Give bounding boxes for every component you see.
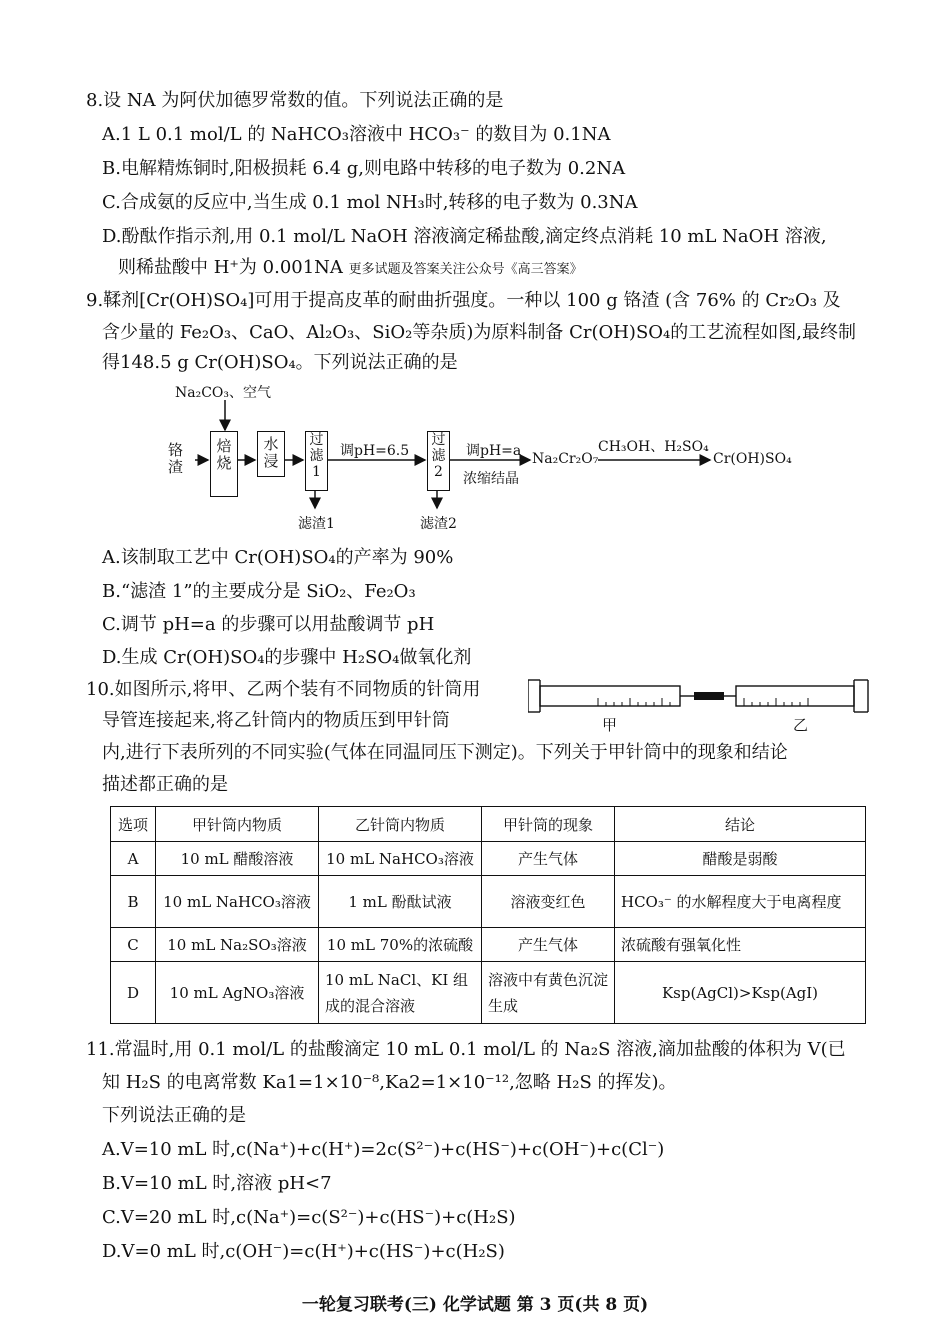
q9-option-d: D.生成 Cr(OH)SO₄的步骤中 H₂SO₄做氧化剂: [102, 647, 472, 668]
table-cell: D: [111, 962, 156, 1024]
q10-stem-line3: 内,进行下表所列的不同实验(气体在同温同压下测定)。下列关于甲针筒中的现象和结论: [102, 742, 788, 763]
q11-option-d: D.V=0 mL 时,c(OH⁻)=c(H⁺)+c(HS⁻)+c(H₂S): [102, 1241, 505, 1262]
table-cell: 产生气体: [482, 928, 615, 962]
table-cell: A: [111, 842, 156, 876]
q9-option-c: C.调节 pH=a 的步骤可以用盐酸调节 pH: [102, 614, 435, 635]
concentrate-label: 浓缩结晶: [463, 471, 519, 487]
table-header: 甲针筒的现象: [482, 807, 615, 842]
q8-option-d-text: 则稀盐酸中 H⁺为 0.001NA: [118, 257, 343, 278]
table-cell: 溶液中有黄色沉淀生成: [482, 962, 615, 1024]
step-filter2-box: 过滤2: [427, 431, 450, 491]
q11-option-a: A.V=10 mL 时,c(Na⁺)+c(H⁺)=2c(S²⁻)+c(HS⁻)+c(OH⁻)+c(Cl⁻): [102, 1139, 665, 1160]
table-cell: HCO₃⁻ 的水解程度大于电离程度: [615, 876, 866, 928]
q8-option-d-line2: [118, 255, 583, 283]
step-leach-box: 水浸: [257, 431, 285, 477]
reagent2-label: CH₃OH、H₂SO₄: [598, 439, 709, 455]
q8-option-c: C.合成氨的反应中,当生成 0.1 mol NH₃时,转移的电子数为 0.3NA: [102, 192, 638, 213]
table-header: 乙针筒内物质: [319, 807, 482, 842]
table-cell: 10 mL NaCl、KI 组成的混合溶液: [319, 962, 482, 1024]
experiment-table: [110, 806, 866, 1024]
q8-option-b: B.电解精炼铜时,阳极损耗 6.4 g,则电路中转移的电子数为 0.2NA: [102, 158, 626, 179]
q10-stem-line1: 10.如图所示,将甲、乙两个装有不同物质的针筒用: [86, 679, 481, 700]
table-row: [111, 962, 866, 1024]
table-cell: 10 mL NaHCO₃溶液: [156, 876, 319, 928]
table-cell: B: [111, 876, 156, 928]
watermark-text: 更多试题及答案关注公众号《高三答案》: [348, 262, 583, 277]
ph1-label: 调pH=6.5: [340, 443, 410, 459]
table-cell: C: [111, 928, 156, 962]
residue2-label: 滤渣2: [420, 516, 457, 532]
q8-option-a: A.1 L 0.1 mol/L 的 NaHCO₃溶液中 HCO₃⁻ 的数目为 0.1NA: [102, 124, 611, 145]
q11-stem-line3: 下列说法正确的是: [102, 1105, 246, 1126]
process-flow-diagram: [160, 378, 820, 538]
syringe-apparatus: [528, 676, 870, 736]
step-filter1-box: 过滤1: [305, 431, 328, 491]
table-cell: 醋酸是弱酸: [615, 842, 866, 876]
table-cell: 10 mL Na₂SO₃溶液: [156, 928, 319, 962]
q11-option-b: B.V=10 mL 时,溶液 pH<7: [102, 1173, 332, 1194]
table-cell: 浓硫酸有强氧化性: [615, 928, 866, 962]
table-cell: 1 mL 酚酞试液: [319, 876, 482, 928]
table-cell: 10 mL AgNO₃溶液: [156, 962, 319, 1024]
q8-stem: 8.设 NA 为阿伏加德罗常数的值。下列说法正确的是: [86, 90, 504, 111]
intermediate-product: Na₂Cr₂O₇: [532, 451, 599, 467]
page-footer: 一轮复习联考(三) 化学试题 第 3 页(共 8 页): [301, 1295, 649, 1315]
table-cell: 溶液变红色: [482, 876, 615, 928]
q11-stem-line2: 知 H₂S 的电离常数 Ka1=1×10⁻⁸,Ka2=1×10⁻¹²,忽略 H₂S 的挥发)。: [102, 1072, 677, 1093]
table-row: [111, 876, 866, 928]
table-row: [111, 842, 866, 876]
q11-stem-line1: 11.常温时,用 0.1 mol/L 的盐酸滴定 10 mL 0.1 mol/L 的 Na₂S 溶液,滴加盐酸的体积为 V(已: [86, 1039, 846, 1060]
q8-option-d-line1: D.酚酞作指示剂,用 0.1 mol/L NaOH 溶液滴定稀盐酸,滴定终点消耗 10 mL NaOH 溶液,: [102, 226, 827, 247]
start-label: 铬渣: [168, 441, 184, 476]
q11-option-c: C.V=20 mL 时,c(Na⁺)=c(S²⁻)+c(HS⁻)+c(H₂S): [102, 1207, 516, 1228]
residue1-label: 滤渣1: [298, 516, 335, 532]
table-header: 结论: [615, 807, 866, 842]
ph2-label: 调pH=a: [466, 443, 522, 459]
syringe-left-label: 甲: [602, 716, 618, 734]
table-header-row: [111, 807, 866, 842]
final-product: Cr(OH)SO₄: [713, 451, 792, 467]
syringe-drawing: [528, 676, 870, 716]
table-cell: 产生气体: [482, 842, 615, 876]
table-cell: 10 mL 醋酸溶液: [156, 842, 319, 876]
step-roast-box: 焙烧: [210, 431, 238, 497]
q9-option-b: B.“滤渣 1”的主要成分是 SiO₂、Fe₂O₃: [102, 581, 416, 602]
table-cell: Ksp(AgCl)>Ksp(AgI): [615, 962, 866, 1024]
table-header: 甲针筒内物质: [156, 807, 319, 842]
q9-stem-line2: 含少量的 Fe₂O₃、CaO、Al₂O₃、SiO₂等杂质)为原料制备 Cr(OH)SO₄的工艺流程如图,最终制: [102, 322, 856, 343]
table-header: 选项: [111, 807, 156, 842]
q10-stem-line2: 导管连接起来,将乙针筒内的物质压到甲针筒: [102, 710, 450, 731]
q10-stem-line4: 描述都正确的是: [102, 774, 228, 795]
table-cell: 10 mL NaHCO₃溶液: [319, 842, 482, 876]
syringe-right-label: 乙: [793, 716, 809, 734]
table-row: [111, 928, 866, 962]
table-cell: 10 mL 70%的浓硫酸: [319, 928, 482, 962]
reagent-top-label: Na₂CO₃、空气: [175, 385, 272, 401]
q9-stem-line3: 得148.5 g Cr(OH)SO₄。下列说法正确的是: [102, 352, 458, 373]
q9-option-a: A.该制取工艺中 Cr(OH)SO₄的产率为 90%: [102, 547, 454, 568]
q9-stem-line1: 9.鞣剂[Cr(OH)SO₄]可用于提高皮革的耐曲折强度。一种以 100 g 铬渣 (含 76% 的 Cr₂O₃ 及: [86, 290, 841, 311]
